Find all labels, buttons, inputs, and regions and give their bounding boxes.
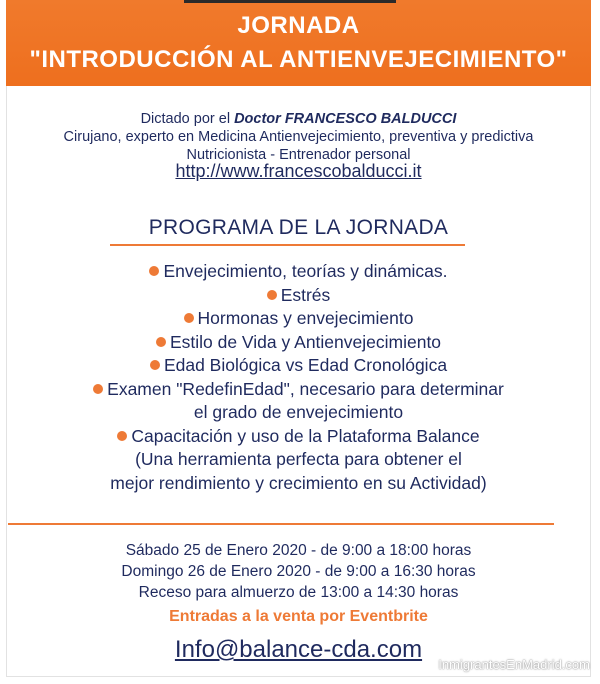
bullet-dot-icon (267, 290, 277, 300)
bullet-dot-icon (150, 360, 160, 370)
bullet-dot-icon (149, 266, 159, 276)
list-item-continuation: (Una herramienta perfecta para obtener el (135, 449, 462, 469)
list-item: Edad Biológica vs Edad Cronológica (6, 354, 591, 378)
schedule-sunday: Domingo 26 de Enero 2020 - de 9:00 a 16:30 horas (121, 563, 476, 580)
bullet-dot-icon (117, 431, 127, 441)
site-watermark: InmigrantesEnMadrid.com (438, 657, 590, 672)
section-divider (8, 523, 554, 525)
list-item-continuation: el grado de envejecimiento (193, 402, 404, 422)
instructor-prefix: Dictado por el (140, 111, 235, 127)
program-list (6, 260, 591, 495)
instructor-credentials: Cirujano, experto en Medicina Antienvejecimiento, preventiva y predictiva (63, 129, 534, 145)
program-title-underline (110, 244, 465, 246)
list-item: Estrés (6, 284, 591, 308)
instructor-line (6, 109, 591, 129)
website-link[interactable]: http://www.francescobalducci.it (175, 161, 422, 181)
tickets-info: Entradas a la venta por Eventbrite (169, 608, 428, 625)
contact-email-link[interactable]: Info@balance-cda.com (174, 636, 423, 663)
list-item: Examen "RedefinEdad", necesario para determinar (6, 378, 591, 402)
schedule-saturday: Sábado 25 de Enero 2020 - de 9:00 a 18:00 horas (125, 542, 472, 559)
event-title-line1: JORNADA (237, 12, 360, 39)
bullet-dot-icon (93, 384, 103, 394)
header-top-stripe (184, 0, 396, 3)
bullet-dot-icon (184, 313, 194, 323)
event-title-line2: "INTRODUCCIÓN AL ANTIENVEJECIMIENTO" (29, 46, 568, 73)
instructor-roles: Nutricionista - Entrenador personal (186, 147, 411, 163)
list-item-continuation: mejor rendimiento y crecimiento en su Actividad) (110, 472, 487, 493)
list-item: Capacitación y uso de la Plataforma Balance (6, 425, 591, 449)
program-title: PROGRAMA DE LA JORNADA (148, 216, 449, 239)
list-item: Estilo de Vida y Antienvejecimiento (6, 331, 591, 355)
list-item: Hormonas y envejecimiento (6, 307, 591, 331)
schedule-lunch-break: Receso para almuerzo de 13:00 a 14:30 horas (138, 584, 459, 601)
instructor-name: Doctor FRANCESCO BALDUCCI (234, 111, 457, 127)
bullet-dot-icon (156, 337, 166, 347)
list-item: Envejecimiento, teorías y dinámicas. (6, 260, 591, 284)
header-banner (6, 0, 591, 86)
